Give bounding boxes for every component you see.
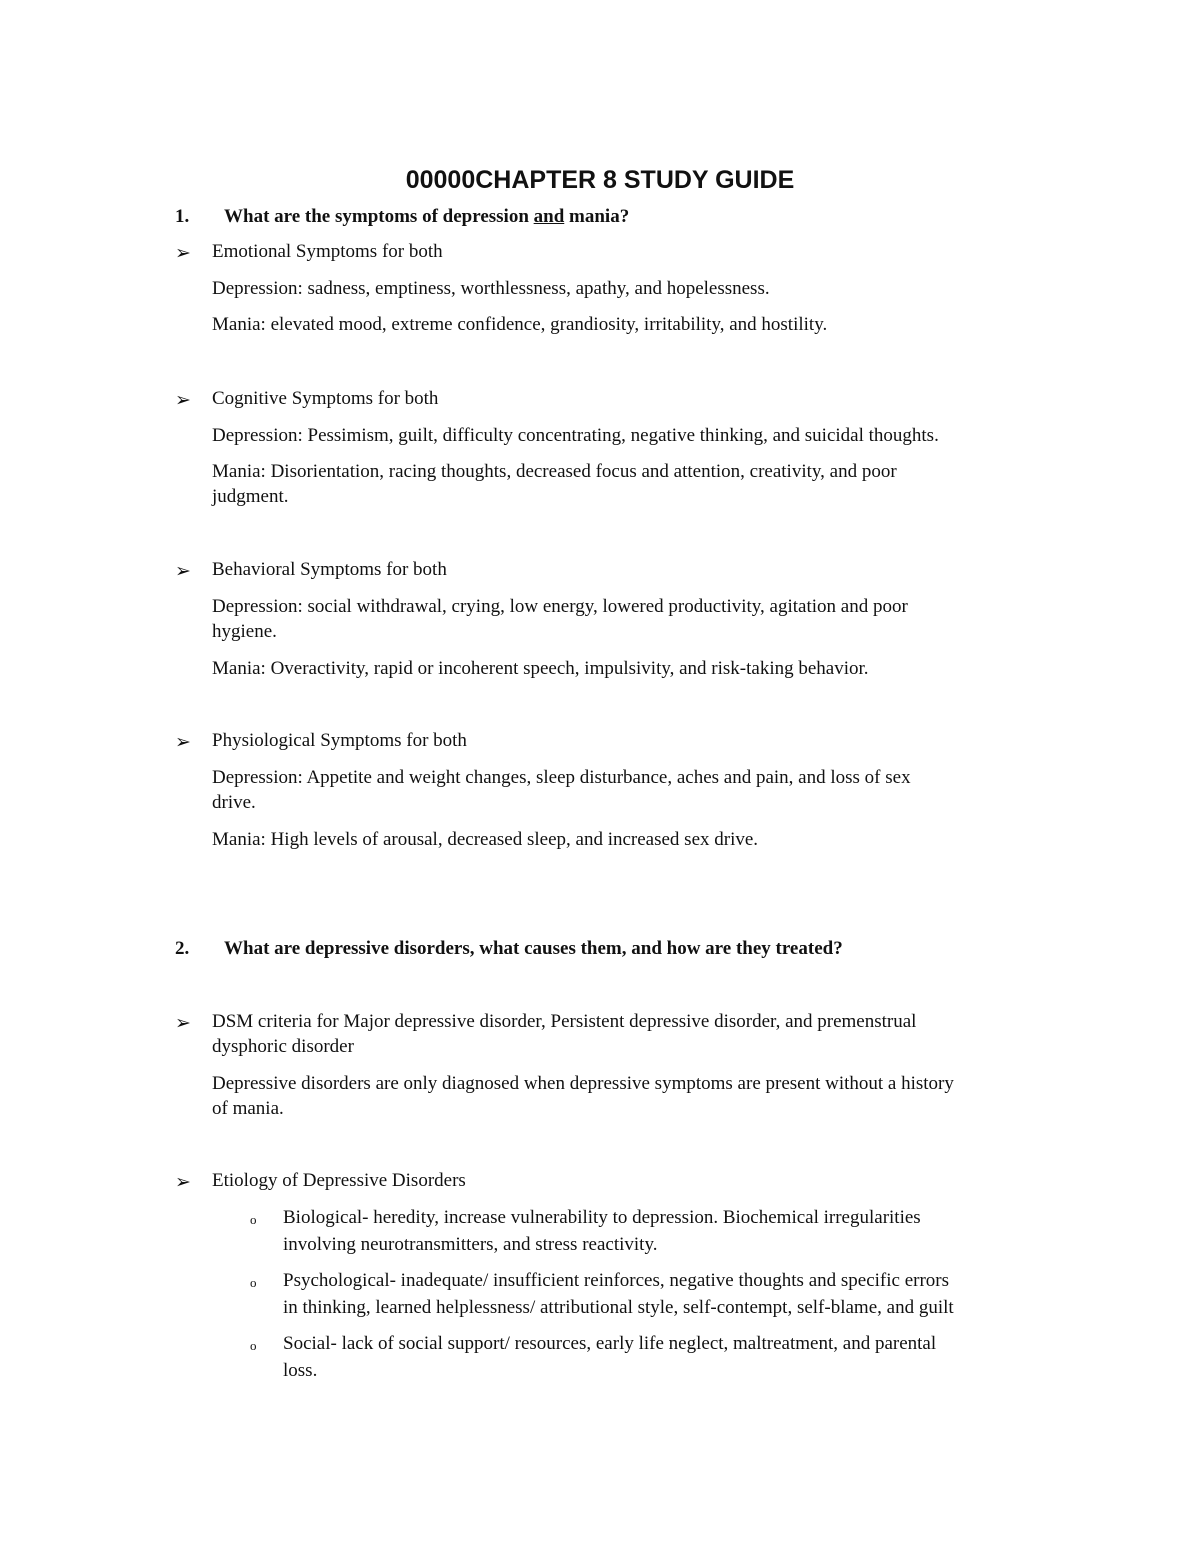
question-1-text	[224, 206, 629, 228]
dsm-criteria-line-1: DSM criteria for Major depressive disorder, Persistent depressive disorder, and premenstrual	[212, 1011, 917, 1032]
question-1-number: 1.	[175, 206, 190, 227]
question-1-text-a: What are the symptoms of depression	[224, 206, 534, 227]
arrow-bullet-icon: ➢	[175, 1172, 191, 1193]
page-title: 00000CHAPTER 8 STUDY GUIDE	[405, 166, 795, 194]
question-1-text-c: mania?	[564, 206, 630, 227]
etiology-psychological-line-2: in thinking, learned helplessness/ attributional style, self-contempt, self-blame, and guilt	[283, 1297, 954, 1318]
question-2-text: What are depressive disorders, what causes them, and how are they treated?	[224, 938, 843, 959]
cognitive-depression: Depression: Pessimism, guilt, difficulty concentrating, negative thinking, and suicidal thoughts.	[212, 425, 939, 446]
circle-bullet-icon: o	[250, 1212, 257, 1227]
arrow-bullet-icon: ➢	[175, 1013, 191, 1034]
arrow-bullet-icon: ➢	[175, 732, 191, 753]
dsm-paragraph-line-1: Depressive disorders are only diagnosed when depressive symptoms are present without a history	[212, 1073, 954, 1094]
etiology-biological-line-2: involving neurotransmitters, and stress reactivity.	[283, 1234, 658, 1255]
cognitive-mania-line-2: judgment.	[212, 486, 289, 507]
arrow-bullet-icon: ➢	[175, 243, 191, 264]
behavioral-heading: Behavioral Symptoms for both	[212, 559, 447, 580]
physiological-depression-line-1: Depression: Appetite and weight changes, sleep disturbance, aches and pain, and loss of sex	[212, 767, 911, 788]
circle-bullet-icon: o	[250, 1275, 257, 1290]
etiology-biological-line-1: Biological- heredity, increase vulnerability to depression. Biochemical irregularities	[283, 1207, 921, 1228]
physiological-mania: Mania: High levels of arousal, decreased sleep, and increased sex drive.	[212, 829, 759, 850]
emotional-mania: Mania: elevated mood, extreme confidence, grandiosity, irritability, and hostility.	[212, 314, 828, 335]
arrow-bullet-icon: ➢	[175, 561, 191, 582]
etiology-heading: Etiology of Depressive Disorders	[212, 1170, 466, 1191]
physiological-depression-line-2: drive.	[212, 792, 256, 813]
behavioral-depression-line-2: hygiene.	[212, 621, 277, 642]
behavioral-mania: Mania: Overactivity, rapid or incoherent speech, impulsivity, and risk-taking behavior.	[212, 658, 869, 679]
arrow-bullet-icon: ➢	[175, 390, 191, 411]
etiology-psychological-line-1: Psychological- inadequate/ insufficient reinforces, negative thoughts and specific errors	[283, 1270, 950, 1291]
dsm-criteria-line-2: dysphoric disorder	[212, 1036, 354, 1057]
cognitive-mania-line-1: Mania: Disorientation, racing thoughts, decreased focus and attention, creativity, and poor	[212, 461, 897, 482]
etiology-social-line-1: Social- lack of social support/ resources, early life neglect, maltreatment, and parental	[283, 1333, 937, 1354]
etiology-social-line-2: loss.	[283, 1360, 318, 1381]
physiological-heading: Physiological Symptoms for both	[212, 730, 467, 751]
question-1-underlined-and: and	[533, 206, 565, 227]
emotional-depression: Depression: sadness, emptiness, worthlessness, apathy, and hopelessness.	[212, 278, 770, 299]
circle-bullet-icon: o	[250, 1338, 257, 1353]
cognitive-heading: Cognitive Symptoms for both	[212, 388, 439, 409]
dsm-paragraph-line-2: of mania.	[212, 1098, 284, 1119]
question-2-number: 2.	[175, 938, 190, 959]
behavioral-depression-line-1: Depression: social withdrawal, crying, low energy, lowered productivity, agitation and poor	[212, 596, 908, 617]
emotional-heading: Emotional Symptoms for both	[212, 241, 443, 262]
